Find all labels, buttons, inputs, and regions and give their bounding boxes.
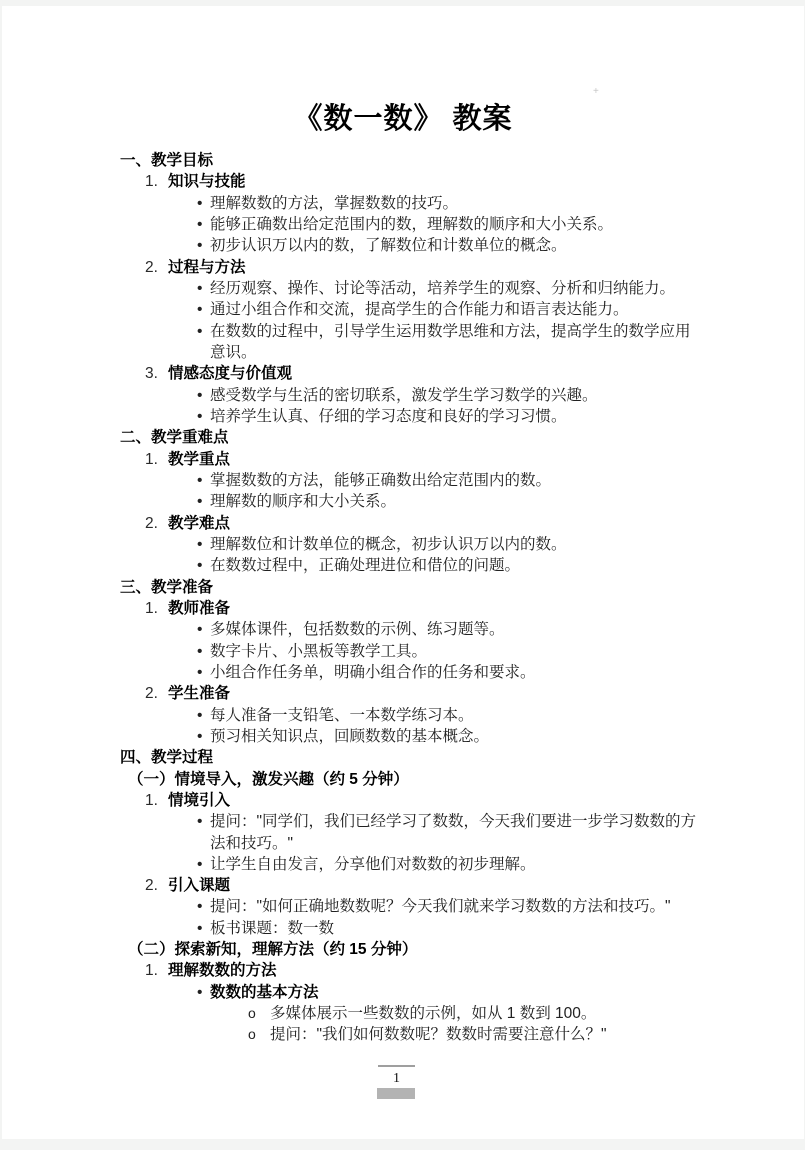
bullet-item (2, 193, 804, 214)
bullet-item (2, 854, 804, 875)
line-text: 理解数的顺序和大小关系。 (210, 493, 397, 511)
bullet-marker: • (197, 855, 203, 873)
phase-heading (2, 769, 804, 790)
bullet-item (2, 982, 804, 1003)
line-text: 让学生自由发言，分享他们对数数的初步理解。 (210, 855, 536, 873)
numbered-heading (2, 598, 804, 619)
bullet-item (2, 662, 804, 683)
numbered-heading (2, 171, 804, 192)
line-text: 感受数学与生活的密切联系，激发学生学习数学的兴趣。 (210, 386, 598, 404)
bullet-item (2, 811, 804, 854)
bullet-marker: • (197, 215, 203, 233)
item-number: 2. (145, 685, 158, 703)
bullet-marker: • (197, 279, 203, 297)
bullet-marker: • (197, 407, 203, 425)
numbered-heading (2, 790, 804, 811)
line-text: （二）探索新知，理解方法（约 15 分钟） (128, 941, 418, 959)
bullet-marker: • (197, 557, 203, 575)
bullet-item (2, 491, 804, 512)
line-text: 一、教学目标 (120, 152, 214, 169)
bullet-item (2, 619, 804, 640)
line-text: 每人准备一支铅笔、一本数学练习本。 (210, 706, 474, 724)
item-number: 3. (145, 365, 158, 383)
bullet-marker: • (197, 706, 203, 724)
bullet-marker: • (197, 898, 203, 916)
bullet-item (2, 214, 804, 235)
line-text: 板书课题：数一数 (210, 919, 335, 937)
line-text: 理解数位和计数单位的概念，初步认识万以内的数。 (210, 535, 567, 553)
numbered-heading (2, 960, 804, 981)
bullet-item (2, 641, 804, 662)
line-text: 过程与方法 (168, 258, 246, 276)
document-body (2, 150, 804, 1046)
bullet-marker: • (197, 813, 203, 831)
line-text: 教师准备 (168, 599, 231, 617)
bullet-marker: o (248, 1005, 256, 1022)
item-number: 1. (145, 791, 158, 809)
section-heading (2, 427, 804, 448)
bullet-marker: • (197, 493, 203, 511)
line-text: 情感态度与价值观 (168, 365, 293, 383)
numbered-heading (2, 363, 804, 384)
line-text: 数数的基本方法 (210, 983, 319, 1001)
line-text: 在数数的过程中，引导学生运用数学思维和方法，提高学生的数学应用意识。 (210, 322, 691, 361)
line-text: 掌握数数的方法，能够正确数出给定范围内的数。 (210, 471, 552, 489)
bullet-marker: • (197, 919, 203, 937)
line-text: 二、教学重难点 (120, 429, 229, 447)
item-number: 1. (145, 599, 158, 617)
bullet-item (2, 534, 804, 555)
bullet-marker: • (197, 983, 203, 1001)
bullet-item (2, 555, 804, 576)
bullet-marker: • (197, 301, 203, 319)
footer-bar (377, 1088, 415, 1099)
line-text: 引入课题 (168, 877, 231, 895)
line-text: 初步认识万以内的数，了解数位和计数单位的概念。 (210, 237, 567, 255)
bullet-item (2, 918, 804, 939)
numbered-heading (2, 257, 804, 278)
line-text: 知识与技能 (168, 173, 246, 191)
line-text: 在数数过程中，正确处理进位和借位的问题。 (210, 557, 521, 575)
bullet-item (2, 896, 804, 917)
bullet-item (2, 278, 804, 299)
line-text: 四、教学过程 (120, 749, 214, 767)
bullet-item (2, 705, 804, 726)
bullet-marker: • (197, 386, 203, 404)
bullet-item (2, 406, 804, 427)
bullet-marker: • (197, 621, 203, 639)
line-text: 提问："我们如何数数呢？数数时需要注意什么？" (270, 1026, 607, 1044)
numbered-heading (2, 683, 804, 704)
bullet-marker: • (197, 471, 203, 489)
bullet-marker: • (197, 194, 203, 212)
document-title: 《数一数》 教案 (293, 103, 513, 135)
section-heading (2, 747, 804, 768)
line-text: 预习相关知识点，回顾数数的基本概念。 (210, 727, 490, 745)
bullet-marker: • (197, 727, 203, 745)
line-text: 学生准备 (168, 685, 231, 703)
line-text: 情境引入 (168, 791, 231, 809)
section-heading (2, 150, 804, 171)
bullet-marker: • (197, 535, 203, 553)
line-text: 提问："如何正确地数数呢？今天我们就来学习数数的方法和技巧。" (210, 898, 671, 916)
item-number: 1. (145, 450, 158, 468)
line-text: 能够正确数出给定范围内的数，理解数的顺序和大小关系。 (210, 215, 614, 233)
line-text: 数字卡片、小黑板等教学工具。 (210, 642, 428, 660)
bullet-marker: • (197, 322, 203, 340)
page (2, 6, 804, 1139)
line-text: 三、教学准备 (120, 578, 214, 596)
line-text: （一）情境导入，激发兴趣（约 5 分钟） (128, 770, 409, 788)
item-number: 2. (145, 877, 158, 895)
section-heading (2, 577, 804, 598)
bullet-item (2, 321, 804, 364)
page-number: 1 (393, 1071, 400, 1086)
numbered-heading (2, 449, 804, 470)
numbered-heading (2, 513, 804, 534)
bullet-marker: • (197, 237, 203, 255)
sub-bullet-item (2, 1024, 804, 1045)
line-text: 多媒体展示一些数数的示例，如从 1 数到 100。 (270, 1005, 597, 1023)
bullet-item (2, 470, 804, 491)
item-number: 2. (145, 514, 158, 532)
line-text: 小组合作任务单，明确小组合作的任务和要求。 (210, 663, 536, 681)
item-number: 1. (145, 173, 158, 191)
phase-heading (2, 939, 804, 960)
line-text: 教学重点 (168, 450, 231, 468)
line-text: 通过小组合作和交流，提高学生的合作能力和语言表达能力。 (210, 301, 629, 319)
numbered-heading (2, 875, 804, 896)
bullet-marker: o (248, 1026, 256, 1043)
bullet-item (2, 235, 804, 256)
bullet-marker: • (197, 663, 203, 681)
bullet-item (2, 726, 804, 747)
line-text: 教学难点 (168, 514, 231, 532)
line-text: 理解数数的方法 (168, 962, 277, 980)
item-number: 1. (145, 962, 158, 980)
line-text: 理解数数的方法，掌握数数的技巧。 (210, 194, 459, 212)
line-text: 经历观察、操作、讨论等活动，培养学生的观察、分析和归纳能力。 (210, 279, 676, 297)
line-text: 多媒体课件，包括数数的示例、练习题等。 (210, 621, 505, 639)
bullet-marker: • (197, 642, 203, 660)
line-text: 提问："同学们，我们已经学习了数数，今天我们要进一步学习数数的方法和技巧。" (210, 813, 697, 852)
sub-bullet-item (2, 1003, 804, 1024)
bullet-item (2, 385, 804, 406)
footer-divider (378, 1065, 415, 1067)
bullet-item (2, 299, 804, 320)
cursor-artifact: + (593, 86, 599, 97)
item-number: 2. (145, 258, 158, 276)
line-text: 培养学生认真、仔细的学习态度和良好的学习习惯。 (210, 407, 567, 425)
